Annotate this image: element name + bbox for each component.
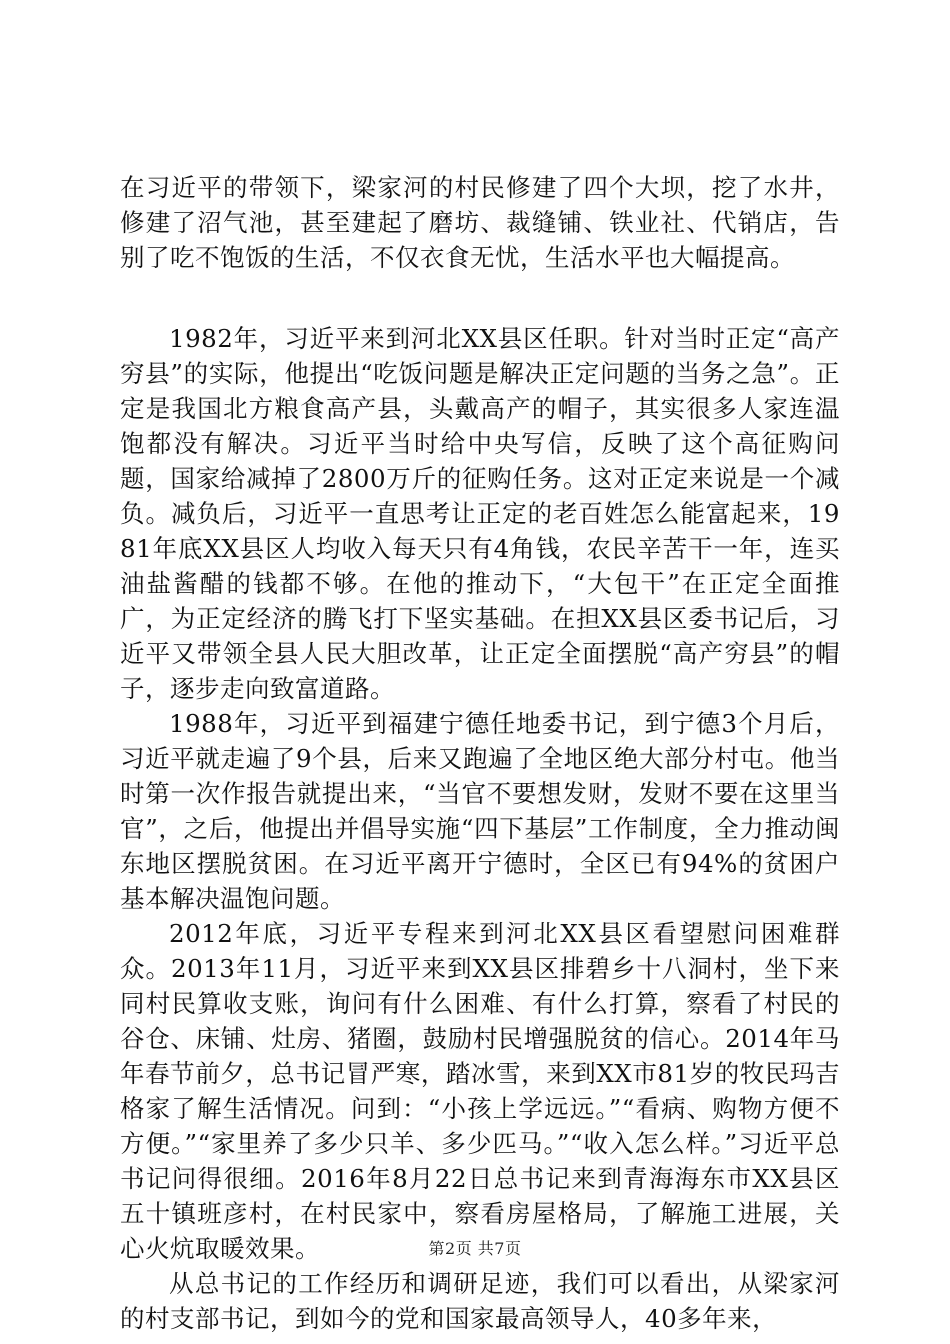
paragraph-2: 1982年，习近平来到河北XX县区任职。针对当时正定“高产穷县”的实际，他提出“吃饭问题是解决正定问题的当务之急”。正定是我国北方粮食高产县，头戴高产的帽子，其实很多人家连温饱都没有解决。习近平当时给中央写信，反映了这个高征购问题，国家给减掉了2800万斤的征购任务。这对正定来说是一个减负。减负后，习近平一直思考让正定的老百姓怎么能富起来，1981年底XX县区人均收入每天只有4角钱，农民辛苦干一年，连买油盐酱醋的钱都不够。在他的推动下，“大包干”在正定全面推广，为正定经济的腾飞打下坚实基础。在担XX县区委书记后，习近平又带领全县人民大胆改革，让正定全面摆脱“高产穷县”的帽子，逐步走向致富道路。 [120, 324, 840, 703]
page-number-footer: 第2页 共7页 [428, 1239, 522, 1258]
paragraph-1: 在习近平的带领下，梁家河的村民修建了四个大坝，挖了水井，修建了沼气池，甚至建起了磨坊、裁缝铺、铁业社、代销店，告别了吃不饱饭的生活，不仅衣食无忧，生活水平也大幅提高。 [120, 173, 840, 272]
paragraph-gap [120, 275, 840, 321]
paragraph-4: 2012年底，习近平专程来到河北XX县区看望慰问困难群众。2013年11月，习近平来到XX县区排碧乡十八洞村，坐下来同村民算收支账，询问有什么困难、有什么打算，察看了村民的谷仓、床铺、灶房、猪圈，鼓励村民增强脱贫的信心。2014年马年春节前夕，总书记冒严寒，踏冰雪，来到XX市81岁的牧民玛吉格家了解生活情况。问到：“小孩上学远远。”“看病、购物方便不方便。”“家里养了多少只羊、多少匹马。”“收入怎么样。”习近平总书记问得很细。2016年8月22日总书记来到青海海东市XX县区五十镇班彦村，在村民家中，察看房屋格局，了解施工进展，关心火炕取暖效果。 [120, 919, 840, 1263]
paragraph-5: 从总书记的工作经历和调研足迹，我们可以看出，从梁家河的村支部书记，到如今的党和国家最高领导人，40多年来， [120, 1269, 840, 1333]
paragraph-3: 1988年，习近平到福建宁德任地委书记，到宁德3个月后，习近平就走遍了9个县，后来又跑遍了全地区绝大部分村屯。他当时第一次作报告就提出来，“当官不要想发财，发财不要在这里当官”，之后，他提出并倡导实施“四下基层”工作制度，全力推动闽东地区摆脱贫困。在习近平离开宁德时，全区已有94%的贫困户基本解决温饱问题。 [120, 709, 840, 913]
document-body [120, 170, 840, 1336]
